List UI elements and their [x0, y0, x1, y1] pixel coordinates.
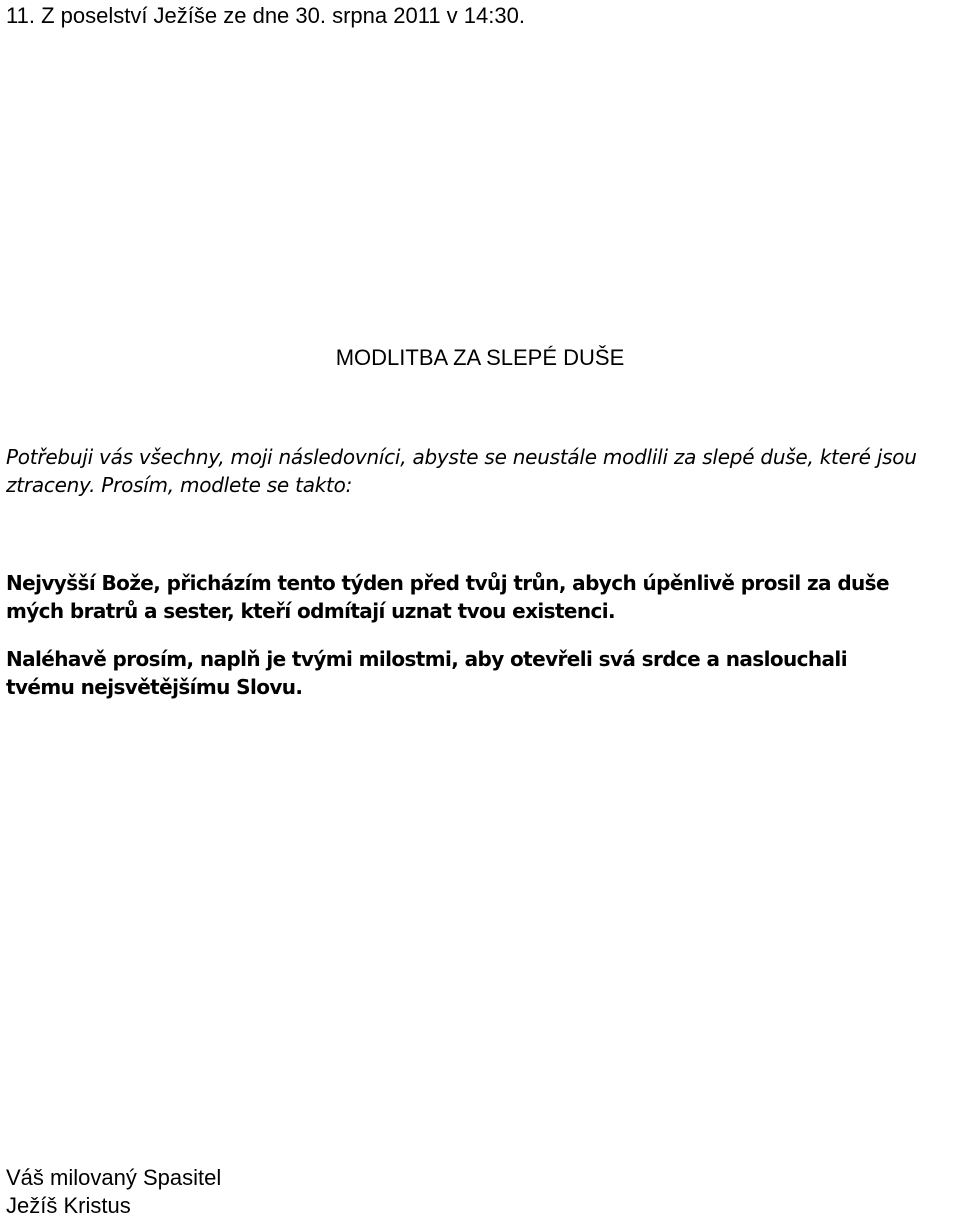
prayer-line: tvému nejsvětějšímu Slovu.	[6, 675, 303, 699]
signature-line: Váš milovaný Spasitel	[6, 1165, 222, 1190]
intro-line: Potřebuji vás všechny, moji následovníci, abyste se neustále modlili za slepé duše, které jsou	[6, 445, 917, 469]
message-header: 11. Z poselství Ježíše ze dne 30. srpna 2011 v 14:30.	[6, 3, 525, 28]
prayer-line: mých bratrů a sester, kteří odmítají uznat tvou existenci.	[6, 599, 616, 623]
prayer-line: Naléhavě prosím, naplň je tvými milostmi, aby otevřeli svá srdce a naslouchali	[6, 647, 847, 671]
prayer-line: Nejvyšší Bože, přicházím tento týden před tvůj trůn, abych úpěnlivě prosil za duše	[6, 571, 889, 595]
prayer-title: MODLITBA ZA SLEPÉ DUŠE	[335, 345, 625, 370]
intro-line: ztraceny. Prosím, modlete se takto:	[6, 473, 353, 497]
signature-name: Ježíš Kristus	[6, 1193, 131, 1218]
